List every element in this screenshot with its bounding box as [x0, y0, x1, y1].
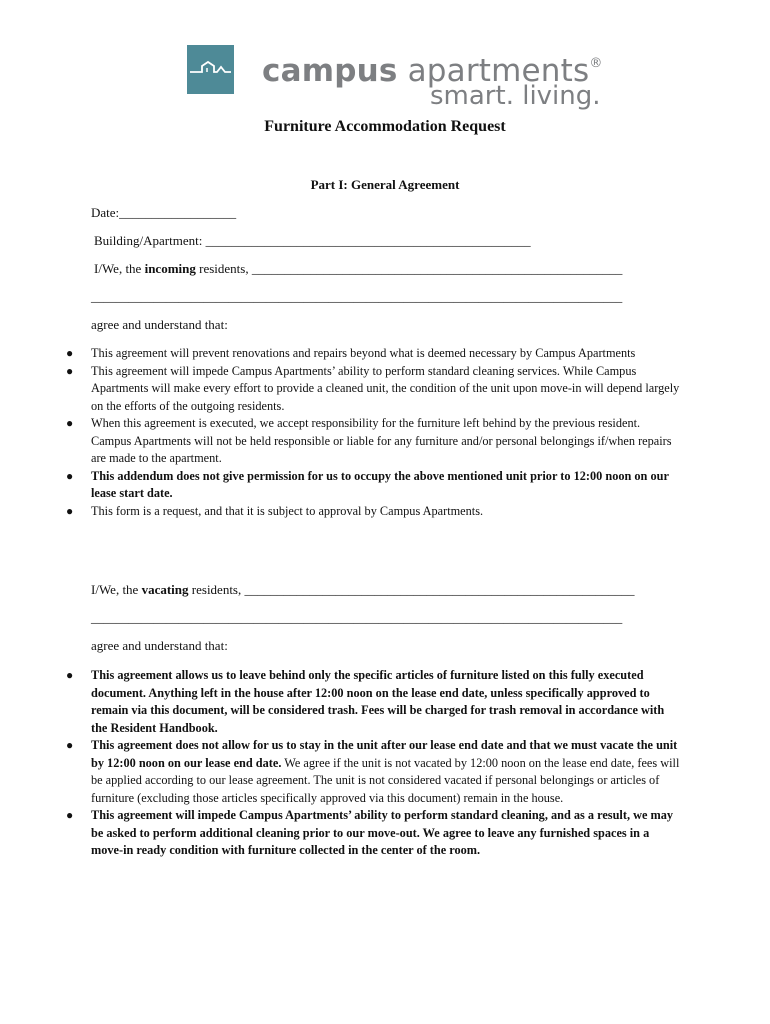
incoming-residents-blank[interactable]: _____________________________________________________________________________________	[91, 290, 623, 304]
vacating-suffix: residents, ____________________________________________________________	[188, 582, 635, 597]
vacating-bold: vacating	[141, 582, 189, 597]
term-text: This form is a request, and that it is subject to approval by Campus Apartments.	[91, 503, 484, 518]
vacating-residents-field[interactable]	[91, 582, 635, 598]
incoming-bold: incoming	[144, 261, 196, 276]
brand-tagline: smart. living.	[430, 81, 601, 111]
bullet-icon: ●	[66, 738, 74, 752]
term-text: This agreement will impede Campus Apartments’ ability to perform standard cleaning services. While Campus Apartments will make every effort to provide a cleaned unit, the condition of the unit upon move-in will depend largely on the efforts of the outgoing residents.	[91, 363, 680, 413]
bullet-icon: ●	[66, 468, 74, 483]
bullet-icon: ●	[66, 346, 74, 360]
brand-light: apartments	[397, 53, 590, 89]
incoming-suffix: residents, _________________________________________________________	[195, 261, 623, 276]
term-bold-text: This agreement will impede Campus Apartments’ ability to perform standard cleaning, and as a result, we may be asked to perform additional cleaning prior to our move-out. We agree to leave any furnished spaces in a move-in ready condition with furniture collected in the center of the room.	[91, 808, 674, 857]
vacating-agree-text: agree and understand that:	[91, 638, 228, 653]
logo-mark	[187, 45, 234, 94]
list-item	[62, 415, 682, 468]
list-item	[62, 737, 682, 807]
list-item	[62, 363, 682, 416]
building-apartment-field[interactable]: Building/Apartment: __________________________________________________	[94, 233, 531, 248]
vacating-terms-list	[62, 667, 682, 860]
registered-mark: ®	[589, 56, 603, 71]
list-item	[62, 667, 682, 737]
incoming-prefix: I/We, the	[94, 261, 145, 276]
house-outline-icon	[187, 45, 234, 94]
vacating-residents-blank[interactable]: _____________________________________________________________________________________	[91, 611, 623, 625]
term-text: We agree if the unit is not vacated by 12:00 noon on the lease end date, fees will be applied according to our lease agreement. The unit is not considered vacated if personal belongings or articles of furniture (excluding those articles specifically approved via this document) remain in the house.	[91, 755, 680, 805]
bullet-icon: ●	[66, 503, 74, 518]
bullet-icon: ●	[66, 808, 74, 822]
document-title: Furniture Accommodation Request	[264, 118, 506, 135]
vacating-prefix: I/We, the	[91, 582, 142, 597]
term-bold-text: This agreement does not allow for us to stay in the unit after our lease end date and that we must vacate the unit by 12:00 noon on our lease end date.	[91, 738, 678, 770]
incoming-agree-text: agree and understand that:	[91, 317, 228, 332]
term-bold-text: This agreement allows us to leave behind only the specific articles of furniture listed on this fully executed document. Anything left in the house after 12:00 noon on the lease end date, unless specifically approved to remain via this document, will be considered trash. Fees will be charged for trash removal in accordance with the Resident Handbook.	[91, 668, 665, 735]
part1-heading: Part I: General Agreement	[310, 177, 460, 192]
term-text: When this agreement is executed, we accept responsibility for the furniture left behind by the previous resident. Campus Apartments will not be held responsible or liable for any furniture and/or personal belongings if/when repairs are made to the apartment.	[91, 416, 672, 465]
list-item	[62, 503, 682, 521]
term-text: This addendum does not give permission for us to occupy the above mentioned unit prior to 12:00 noon on our lease start date.	[91, 468, 669, 500]
bullet-icon: ●	[66, 416, 74, 430]
brand-bold: campus	[262, 53, 398, 89]
bullet-icon: ●	[66, 363, 74, 378]
list-item	[62, 807, 682, 860]
date-field[interactable]: Date:__________________	[91, 205, 237, 220]
bullet-icon: ●	[66, 668, 74, 682]
term-text: This agreement will prevent renovations and repairs beyond what is deemed necessary by Campus Apartments	[91, 346, 636, 360]
list-item	[62, 345, 682, 363]
incoming-residents-field[interactable]	[94, 261, 622, 277]
incoming-terms-list	[62, 345, 682, 520]
list-item	[62, 468, 682, 503]
